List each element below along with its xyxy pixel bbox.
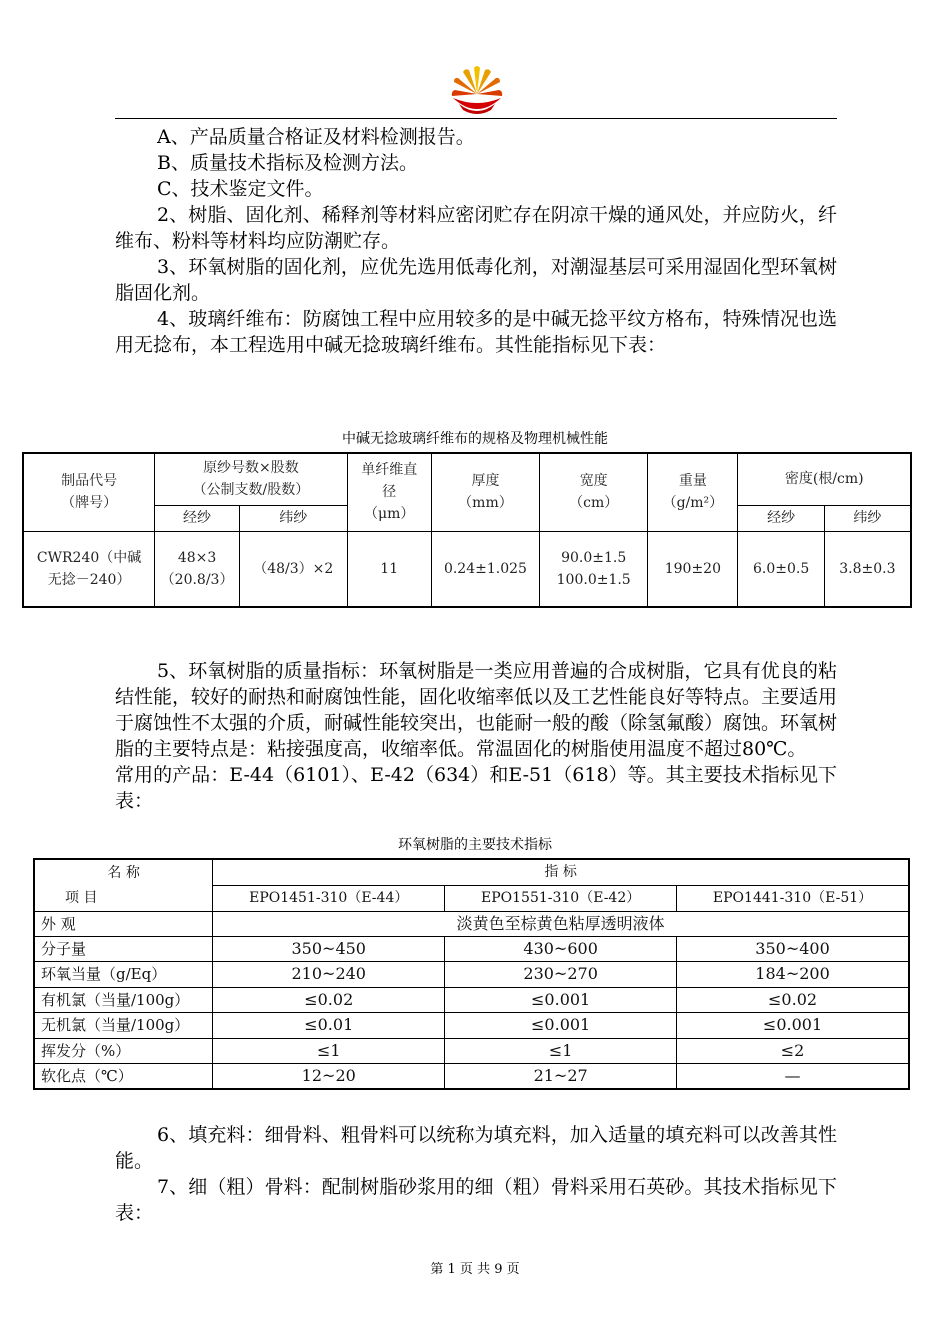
col-e42: EPO1551-310（E-42）: [445, 885, 677, 911]
paragraph-b: B、质量技术指标及检测方法。: [157, 152, 418, 174]
cell-value: ≤1: [445, 1038, 677, 1063]
header-code: 制品代号 （牌号）: [23, 453, 155, 531]
row-label: 有机氯（当量/100g）: [34, 987, 213, 1012]
cell-value: —: [677, 1063, 909, 1089]
header-yarn-warp: 经纱: [155, 505, 240, 531]
cell-thickness: 0.24±1.025: [431, 531, 539, 607]
col-e44: EPO1451-310（E-44）: [213, 885, 445, 911]
paragraph-7: 7、细（粗）骨料：配制树脂砂浆用的细（粗）骨料采用石英砂。其技术指标见下表：: [115, 1176, 837, 1224]
cell-value: ≤0.001: [445, 987, 677, 1012]
header-density-weft: 纬纱: [824, 505, 911, 531]
paragraph-a: A、产品质量合格证及材料检测报告。: [157, 126, 475, 148]
table-row: [34, 1038, 909, 1063]
cell-density-weft: 3.8±0.3: [824, 531, 911, 607]
cell-value: 21~27: [445, 1063, 677, 1089]
paragraph-products: 常用的产品：E-44（6101）、E-42（634）和E-51（618）等。其主要技术指标见下表：: [115, 764, 837, 812]
header-density-warp: 经纱: [738, 505, 824, 531]
table-row: [34, 987, 909, 1012]
cell-value: 430~600: [445, 936, 677, 961]
cell-code: CWR240（中碱 无捻－240）: [23, 531, 155, 607]
cell-value: 350~450: [213, 936, 445, 961]
header-index: 指 标: [213, 859, 909, 885]
cell-value: ≤2: [677, 1038, 909, 1063]
row-label: 软化点（℃）: [34, 1063, 213, 1089]
row-label: 分子量: [34, 936, 213, 961]
table1-caption: 中碱无捻玻璃纤维布的规格及物理机械性能: [342, 431, 608, 447]
header-weight: 重量 （g/m²）: [648, 453, 738, 531]
cell-value: 184~200: [677, 961, 909, 987]
row-label: 无机氯（当量/100g）: [34, 1012, 213, 1038]
header-thickness: 厚度 （mm）: [431, 453, 539, 531]
cell-fiber: 11: [347, 531, 431, 607]
row-label: 环氧当量（g/Eq）: [34, 961, 213, 987]
body-text-mid: [115, 658, 837, 814]
header-yarn: 原纱号数×股数 （公制支数/股数）: [155, 453, 347, 505]
col-e51: EPO1441-310（E-51）: [677, 885, 909, 911]
table-row: [34, 936, 909, 961]
cell-value: ≤1: [213, 1038, 445, 1063]
table-row: [34, 1063, 909, 1089]
cell-value: ≤0.001: [445, 1012, 677, 1038]
epoxy-resin-table: [33, 858, 910, 1090]
petrochina-sunflower-logo-icon: [450, 62, 504, 114]
page-header: [115, 60, 837, 119]
table-row: [34, 911, 909, 936]
paragraph-c: C、技术鉴定文件。: [157, 178, 324, 200]
row-label: 挥发分（%）: [34, 1038, 213, 1063]
table-row: [23, 531, 911, 607]
cell-width: 90.0±1.5 100.0±1.5: [540, 531, 648, 607]
header-name: 名 称: [34, 859, 213, 885]
table-row: [34, 1012, 909, 1038]
header-item: 项 目: [34, 885, 213, 911]
cell-value: ≤0.02: [677, 987, 909, 1012]
cell-value: ≤0.001: [677, 1012, 909, 1038]
cell-value: 230~270: [445, 961, 677, 987]
table2-caption: 环氧树脂的主要技术指标: [398, 837, 552, 853]
header-width: 宽度 （cm）: [540, 453, 648, 531]
cell-value: ≤0.01: [213, 1012, 445, 1038]
paragraph-6: 6、填充料：细骨料、粗骨料可以统称为填充料，加入适量的填充料可以改善其性能。: [115, 1124, 837, 1172]
cell-density-warp: 6.0±0.5: [738, 531, 824, 607]
cell-value: 12~20: [213, 1063, 445, 1089]
cell-value: ≤0.02: [213, 987, 445, 1012]
appearance-value: 淡黄色至棕黄色粘厚透明液体: [213, 911, 909, 936]
header-density: 密度(根/cm): [738, 453, 911, 505]
body-text-bottom: [115, 1122, 837, 1226]
header-fiber: 单纤维直径 （μm）: [347, 453, 431, 531]
header-yarn-weft: 纬纱: [239, 505, 347, 531]
cell-warp-yarn: 48×3 （20.8/3）: [155, 531, 240, 607]
cell-value: 210~240: [213, 961, 445, 987]
paragraph-2: 2、树脂、固化剂、稀释剂等材料应密闭贮存在阴凉干燥的通风处，并应防火，纤维布、粉料等材料均应防潮贮存。: [115, 204, 837, 252]
paragraph-4: 4、玻璃纤维布：防腐蚀工程中应用较多的是中碱无捻平纹方格布，特殊情况也选用无捻布，本工程选用中碱无捻玻璃纤维布。其性能指标见下表：: [115, 308, 837, 356]
paragraph-5: 5、环氧树脂的质量指标：环氧树脂是一类应用普遍的合成树脂，它具有优良的粘结性能，较好的耐热和耐腐蚀性能，固化收缩率低以及工艺性能良好等特点。主要适用于腐蚀性不太强的介质，耐碱性能较突出，也能耐一般的酸（除氢氟酸）腐蚀。环氧树脂的主要特点是：粘接强度高，收缩率低。常温固化的树脂使用温度不超过80℃。: [115, 660, 838, 760]
glass-fiber-table: [22, 452, 912, 608]
page-footer: 第 1 页 共 9 页: [430, 1262, 520, 1277]
cell-value: 350~400: [677, 936, 909, 961]
cell-weft-yarn: （48/3）×2: [239, 531, 347, 607]
row-label: 外 观: [34, 911, 213, 936]
paragraph-3: 3、环氧树脂的固化剂，应优先选用低毒化剂，对潮湿基层可采用湿固化型环氧树脂固化剂。: [115, 256, 837, 304]
cell-weight: 190±20: [648, 531, 738, 607]
table-row: [34, 961, 909, 987]
body-text-top: [115, 124, 837, 358]
